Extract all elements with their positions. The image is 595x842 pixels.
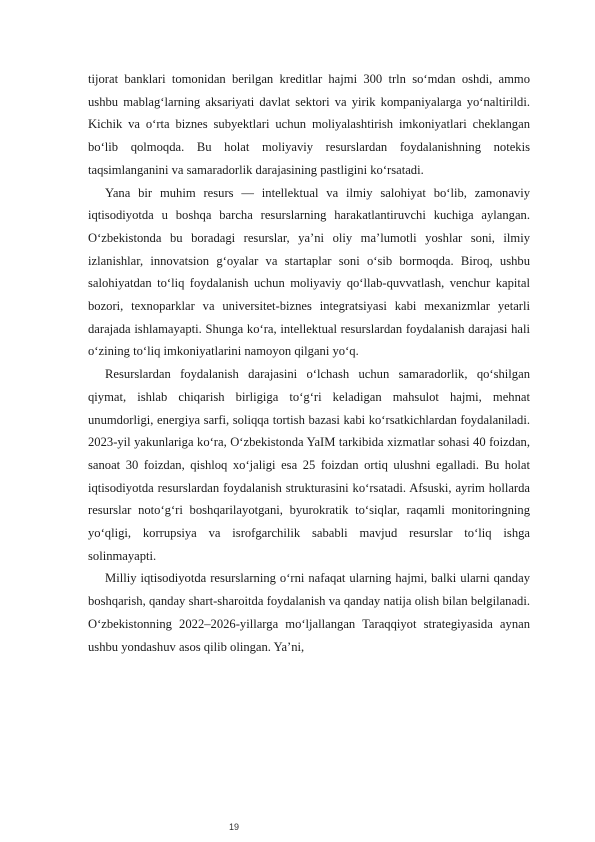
paragraph-national-economy: Milliy iqtisodiyotda resurslarning o‘rni nafaqat ularning hajmi, balki ularni qanday boshqarish, qanday shart-sharoitda foydalanish va qanday natija olish bilan belgilanadi. O‘zbekistonning 2022–2026-yillarga mo‘ljallangan Taraqqiyot strategiyasida aynan ushbu yondashuv asos qilib olingan. Ya’ni, — [88, 571, 530, 654]
paragraph-intellectual-resources: Yana bir muhim resurs — intellektual va ilmiy salohiyat bo‘lib, zamonaviy iqtisodiyotda u boshqa barcha resurslarning harakatlantiruvchi kuchiga aylangan. O‘zbekistonda bu boradagi resurslar, ya’ni oliy ma’lumotli yoshlar soni, ilmiy izlanishlar, innovatsion g‘oyalar va startaplar soni o‘sib bormoqda. Biroq, ushbu salohiyatdan to‘liq foydalanish uchun moliyaviy qo‘llab-quvvatlash, venchur kapital bozori, texnoparklar va universitet-biznes integratsiyasi kabi mexanizmlar yetarli darajada ishlamayapti. Shunga ko‘ra, intellektual resurslardan foydalanish darajasi hali o‘zining to‘liq imkoniyatlarini namoyon qilgani yo‘q. — [88, 185, 530, 359]
paragraph-bank-credits: tijorat banklari tomonidan berilgan kreditlar hajmi 300 trln so‘mdan oshdi, ammo ushbu mablag‘larning aksariyati davlat sektori va yirik kompaniyalarga yo‘naltirildi. Kichik va o‘rta biznes subyektlari uchun moliyalashtirish imkoniyatlari cheklangan bo‘lib qolmoqda. Bu holat moliyaviy resurslardan foydalanishning notekis taqsimlanganini va samaradorlik darajasining pastligini ko‘rsatadi. — [88, 72, 530, 177]
page-number: 19 — [229, 822, 240, 832]
document-body — [88, 68, 530, 658]
paragraph-resource-efficiency: Resurslardan foydalanish darajasini o‘lchash uchun samaradorlik, qo‘shilgan qiymat, ishlab chiqarish birligiga to‘g‘ri keladigan mahsulot hajmi, mehnat unumdorligi, energiya sarfi, soliqqa tortish bazasi kabi ko‘rsatkichlardan foydalaniladi. 2023-yil yakunlariga ko‘ra, O‘zbekistonda YaIM tarkibida xizmatlar sohasi 40 foizdan, sanoat 30 foizdan, qishloq xo‘jaligi esa 25 foizdan ortiq ulushni egalladi. Bu holat iqtisodiyotda resurslardan foydalanish strukturasini ko‘rsatadi. Afsuski, ayrim hollarda resurslar noto‘g‘ri boshqarilayotgani, byurokratik to‘siqlar, raqamli monitoringning yo‘qligi, korrupsiya va isrofgarchilik sababli mavjud resurslar to‘liq ishga solinmayapti. — [88, 367, 530, 563]
